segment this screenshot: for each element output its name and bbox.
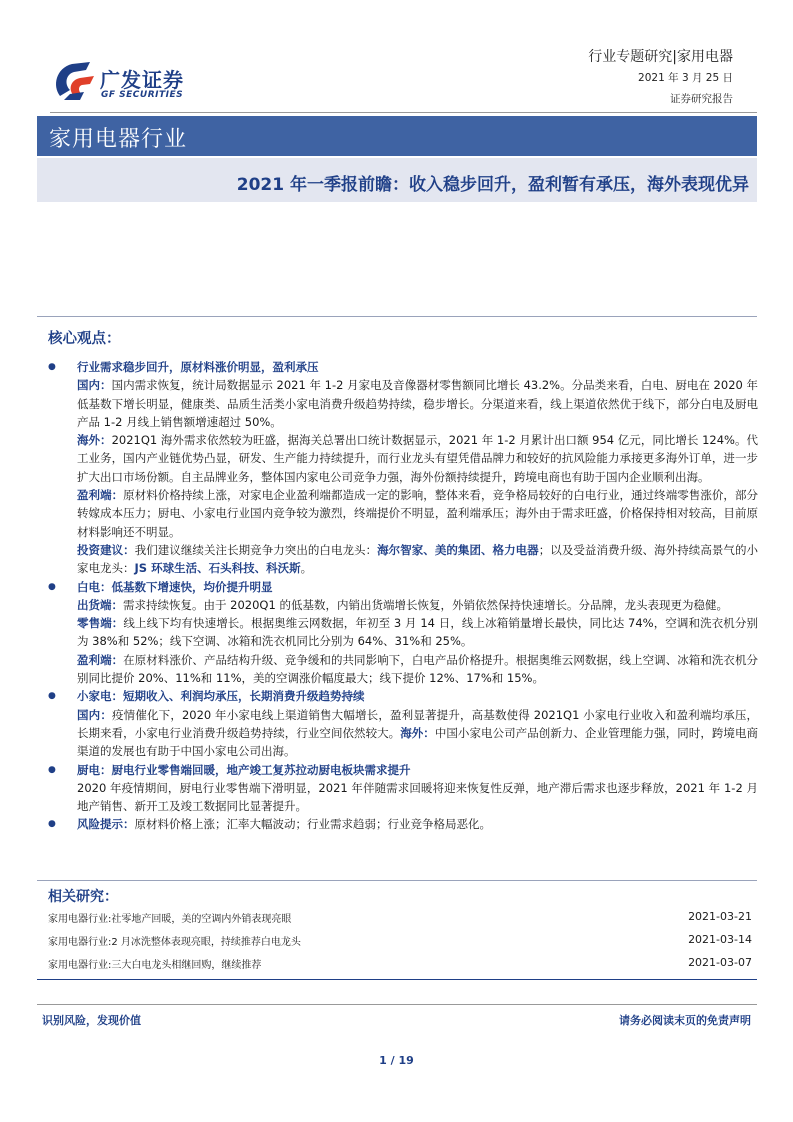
- paragraph: [48, 486, 758, 541]
- para-text: 线上线下均有快速增长。根据奥维云网数据，年初至 3 月 14 日，线上冰箱销量增长最快，同比达 74%，空调和洗衣机分别为 38%和 52%；线下空调、冰箱和洗衣机同比分别为 64%、31%和 25%。: [77, 616, 758, 649]
- list-item: [48, 358, 758, 376]
- footer-slogan: 识别风险，发现价值: [42, 1014, 141, 1027]
- para-label: 海外：: [77, 433, 112, 448]
- bullet-icon: ●: [48, 362, 56, 372]
- paragraph: [48, 431, 758, 486]
- section-lead: 小家电：短期收入、利润均承压，长期消费升级趋势持续: [77, 689, 365, 704]
- related-title[interactable]: 家用电器行业:2 月冰洗整体表现亮眼，持续推荐白电龙头: [48, 937, 301, 948]
- para-label: 出货端：: [77, 597, 123, 612]
- paragraph: [48, 779, 758, 816]
- section-lead: 白电：低基数下增速快，均价提升明显: [77, 579, 273, 594]
- list-item: [48, 761, 758, 779]
- para-label: 国内：: [77, 707, 112, 722]
- para-text: 2021Q1 海外需求依然较为旺盛，据海关总署出口统计数据显示，2021 年 1-2 月累计出口额 954 亿元，同比增长 124%。代工业务，国内产业链优势凸显，研发、生产能力持续提升，而行业龙头有望凭借品牌力和较好的抗风险能力承接更多海外订单，进一步扩大出口市场份额。自主品牌业务，整体国内家电公司竞争力强，海外份额持续提升，跨境电商也有助于国内企业顺利出海。: [77, 433, 758, 484]
- footer-divider: [37, 1004, 757, 1005]
- related-date: 2021-03-14: [688, 933, 752, 946]
- header-divider: [50, 112, 757, 113]
- para-text: 国内需求恢复，统计局数据显示 2021 年 1-2 月家电及音像器材零售额同比增长 43.2%。分品类来看，白电、厨电在 2020 年低基数下增长明显，健康类、品质生活类小家电消费升级趋势持续，稳步增长。分渠道来看，线上渠道依然优于线下，部分白电及厨电产品 1-2 月线上销售额增速超过 50%。: [77, 378, 758, 429]
- para-text: 2020 年疫情期间，厨电行业零售端下滑明显，2021 年伴随需求回暖将迎来恢复性反弹，地产滞后需求也逐步释放，2021 年 1-2 月地产销售、新开工及竣工数据同比显著提升。: [77, 780, 758, 814]
- para-text: 需求持续恢复。由于 2020Q1 的低基数，内销出货端增长恢复，外销依然保持快速增长。分品牌，龙头表现更为稳健。: [123, 597, 728, 612]
- related-date: 2021-03-21: [688, 910, 752, 923]
- para-label: 海外：: [400, 725, 435, 740]
- logo-english: GF SECURITIES: [101, 90, 184, 100]
- para-label: 国内：: [77, 378, 112, 393]
- page-header: [0, 0, 793, 112]
- list-item[interactable]: [48, 956, 752, 979]
- para-text: 中国小家电公司产品创新力、企业管理能力强，同时，跨境电商渠道的发展也有助于中国小家电公司出海。: [77, 725, 759, 759]
- footer-disclaimer: 请务必阅读末页的免责声明: [619, 1014, 751, 1027]
- list-item: [48, 687, 758, 705]
- section-lead: 厨电：厨电行业零售端回暖，地产竣工复苏拉动厨电板块需求提升: [77, 762, 411, 777]
- para-text: 疫情催化下，2020 年小家电线上渠道销售大幅增长，盈利显著提升，高基数使得 2021Q1 小家电行业收入和盈利端均承压，长期来看，小家电行业消费升级趋势持续，行业空间依然较大。: [77, 707, 758, 740]
- list-item: [48, 815, 758, 833]
- recommended-stocks: 海尔智家、美的集团、格力电器: [377, 542, 539, 557]
- para-text: 在原材料涨价、产品结构升级、竞争缓和的共同影响下，白电产品价格提升。根据奥维云网数据，线上空调、冰箱和洗衣机分别同比提价 20%、11%和 11%，美的空调涨价幅度最大；线下提价 12%、17%和 15%。: [77, 652, 758, 686]
- bullet-icon: ●: [48, 581, 56, 592]
- paragraph: [48, 596, 758, 614]
- title-bar: [37, 158, 757, 202]
- section-lead: 风险提示：: [77, 817, 135, 832]
- report-title: 2021 年一季报前瞻：收入稳步回升，盈利暂有承压，海外表现优异: [236, 175, 749, 195]
- para-text: 我们建议继续关注长期竞争力突出的白电龙头：: [134, 542, 378, 557]
- related-research-heading: 相关研究：: [48, 889, 118, 905]
- core-views-body: [48, 358, 758, 834]
- related-research-list: [48, 910, 752, 979]
- bullet-icon: ●: [48, 819, 56, 830]
- logo-name: 广发证券: [100, 68, 184, 92]
- para-text: ；以及受益消费升级、海外持续高景气的小家电龙头：: [77, 542, 759, 576]
- bullet-icon: ●: [48, 764, 56, 775]
- section-divider: [37, 880, 757, 881]
- list-item: [48, 578, 758, 596]
- paragraph: [48, 376, 758, 431]
- section-lead: 行业需求稳步回升，原材料涨价明显，盈利承压: [77, 360, 319, 374]
- report-type: 证券研究报告: [670, 93, 733, 105]
- bullet-icon: ●: [48, 691, 56, 702]
- paragraph: [48, 651, 758, 688]
- paragraph: [48, 706, 758, 761]
- related-title[interactable]: 家用电器行业:社零地产回暖，美的空调内外销表现亮眼: [48, 914, 292, 925]
- para-text: 原材料价格持续上涨，对家电企业盈利端都造成一定的影响，整体来看，竞争格局较好的白电行业，通过终端零售涨价，部分转嫁成本压力；厨电、小家电行业国内竞争较为激烈，终端提价不明显，盈利端承压；海外由于需求旺盛，价格保持相对较高，目前原材料影响还不明显。: [77, 488, 758, 539]
- para-label: 零售端：: [77, 616, 124, 631]
- recommended-stocks: JS 环球生活、石头科技、科沃斯: [134, 561, 301, 576]
- industry-banner: [37, 116, 757, 156]
- list-item[interactable]: [48, 910, 752, 933]
- related-title[interactable]: 家用电器行业:三大白电龙头相继回购，继续推荐: [48, 960, 262, 971]
- section-divider: [37, 316, 757, 317]
- para-text: 。: [300, 561, 313, 576]
- report-category: 行业专题研究|家用电器: [588, 49, 733, 65]
- para-label: 盈利端：: [77, 488, 124, 503]
- list-item[interactable]: [48, 933, 752, 956]
- report-date: 2021 年 3 月 25 日: [638, 72, 733, 84]
- para-label: 盈利端：: [77, 652, 124, 667]
- paragraph: [48, 541, 758, 578]
- paragraph: [48, 614, 758, 651]
- para-label: 投资建议：: [77, 542, 135, 557]
- related-date: 2021-03-07: [688, 956, 752, 969]
- industry-title: 家用电器行业: [49, 127, 188, 152]
- page-number: 1 / 19: [379, 1054, 414, 1067]
- risk-text: 原材料价格上涨；汇率大幅波动；行业需求趋弱；行业竞争格局恶化。: [134, 817, 491, 832]
- related-divider: [37, 979, 757, 980]
- core-views-heading: 核心观点：: [48, 331, 121, 347]
